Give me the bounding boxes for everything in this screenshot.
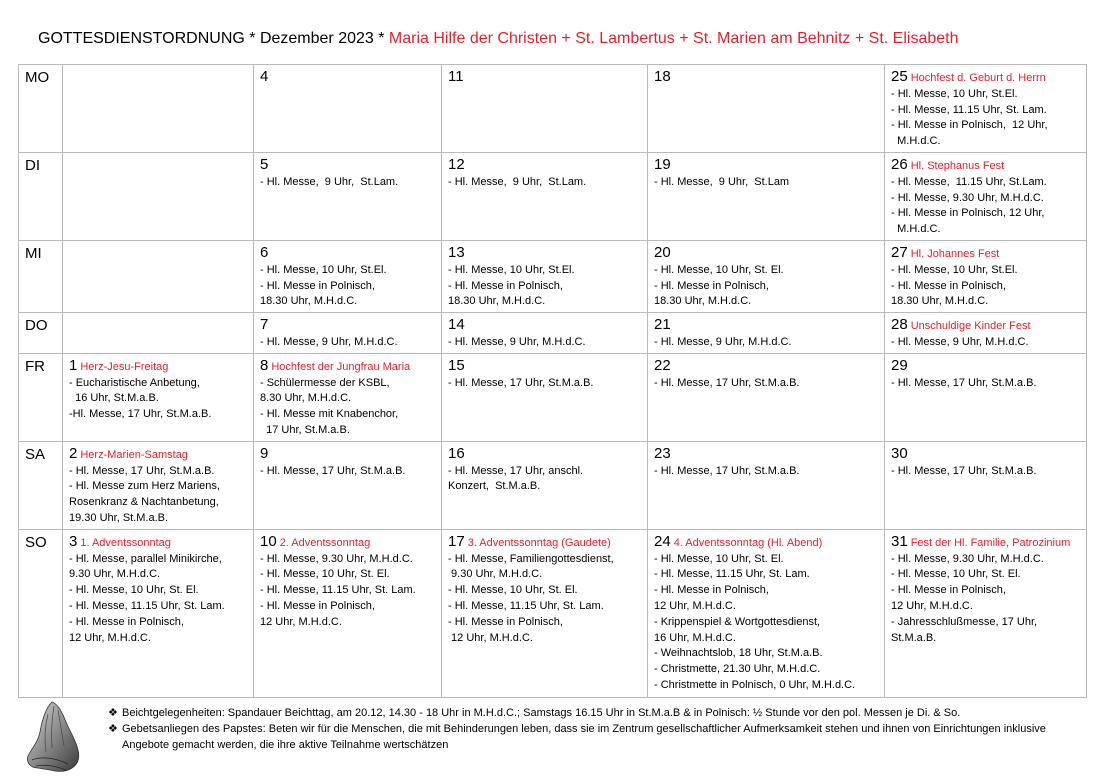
diamond-bullet-icon: ❖ [108,707,118,719]
day-cell [442,240,648,312]
mass-list [260,464,435,480]
mass-entry: - Eucharistische Anbetung, [69,376,200,389]
week-row-mi [19,240,1087,312]
feast-label: Hochfest der Jungfrau Maria [271,360,411,373]
mass-entry: - Hl. Messe, 9 Uhr, St.Lam. [448,175,587,188]
mass-entry: - Hl. Messe in Polnisch, [654,279,769,292]
mass-entry: - Hl. Messe, 11.15 Uhr, St. Lam. [891,103,1047,116]
day-number: 27 [891,243,908,261]
page-title [38,30,959,48]
mass-entry: - Hl. Messe, 17 Uhr, St.M.a.B. [69,464,215,477]
weekday-label: SO [19,529,63,697]
day-heading [654,533,878,552]
mass-entry: - Hl. Messe, 10 Uhr, St. El. [654,263,784,276]
day-cell [648,441,885,529]
day-number: 7 [260,316,269,334]
feast-label: 2. Adventssonntag [279,536,371,549]
day-cell [885,65,1087,153]
weekday-label: MI [19,240,63,312]
mass-entry: - Schülermesse der KSBL, [260,376,390,389]
mass-list [891,263,1080,310]
mass-entry: - Hl. Messe, 10 Uhr, St.El. [891,87,1018,100]
day-cell [254,240,442,312]
mass-list [448,376,641,392]
mass-list [654,552,878,694]
day-number: 1 [69,356,78,374]
week-row-do [19,313,1087,354]
mass-entry: M.H.d.C. [891,135,941,148]
day-cell [63,441,254,529]
mass-entry: - Hl. Messe, parallel Minikirche, [69,552,222,565]
day-cell [648,65,885,153]
mass-list [260,376,435,439]
feast-label: Herz-Marien-Samstag [80,448,188,461]
mass-entry: - Hl. Messe, 17 Uhr, St.M.a.B. [448,376,594,389]
mass-list [260,175,435,191]
mass-entry: - Hl. Messe, 9 Uhr, M.H.d.C. [260,335,398,348]
day-number: 9 [260,444,269,462]
mass-entry: - Hl. Messe, 10 Uhr, St. El. [654,552,784,565]
week-row-di [19,152,1087,240]
mass-entry: - Hl. Messe, 9 Uhr, St.Lam. [260,175,399,188]
weekday-label: SA [19,441,63,529]
day-heading [69,244,247,260]
day-cell [442,529,648,697]
mass-list [448,552,641,647]
day-cell [885,353,1087,441]
mass-entry: - Hl. Messe, 17 Uhr, St.M.a.B. [260,464,406,477]
day-number: 14 [448,316,465,334]
mass-entry: - Hl. Messe, 10 Uhr, St.El. [260,263,387,276]
mass-list [891,464,1080,480]
mass-entry: - Hl. Messe, 9.30 Uhr, M.H.d.C. [891,191,1044,204]
mass-list [260,335,435,351]
day-number: 24 [654,532,671,550]
day-number: 3 [69,532,78,550]
day-number: 15 [448,356,465,374]
mass-list [69,464,247,527]
day-number: 19 [654,155,671,173]
mass-entry: - Hl. Messe, 17 Uhr, St.M.a.B. [654,376,800,389]
day-number: 30 [891,444,908,462]
weekday-label: MO [19,65,63,153]
day-heading [891,156,1080,175]
mass-entry: 12 Uhr, M.H.d.C. [654,599,736,612]
week-row-sa [19,441,1087,529]
day-heading [260,533,435,552]
day-heading [69,68,247,84]
day-heading [654,445,878,464]
mass-entry: - Hl. Messe, 17 Uhr, St.M.a.B. [891,376,1037,389]
mass-entry: - Hl. Messe, 9 Uhr, M.H.d.C. [654,335,792,348]
day-number: 2 [69,444,78,462]
confession-text: Beichtgelegenheiten: Spandauer Beichttag, am 20.12, 14.30 - 18 Uhr in M.H.d.C.; Samstags 16.15 Uhr in St.M.a.B & in Polnisch: ½ Stunde vor den pol. Messen je Di. & So. [122,707,961,719]
mass-entry: - Christmette in Polnisch, 0 Uhr, M.H.d.C. [654,678,856,691]
day-cell [648,152,885,240]
day-cell [63,529,254,697]
mass-entry: - Hl. Messe in Polnisch, [69,615,184,628]
mass-entry: - Jahresschlußmesse, 17 Uhr, [891,615,1038,628]
calendar-table [18,64,1087,698]
mass-list [448,464,641,496]
mass-entry: 12 Uhr, M.H.d.C. [448,631,533,644]
day-cell [885,313,1087,354]
day-cell [254,65,442,153]
mass-entry: 18.30 Uhr, M.H.d.C. [654,295,752,308]
mass-entry: - Hl. Messe in Polnisch, [260,279,375,292]
day-number: 18 [654,68,671,85]
day-number: 4 [260,68,269,85]
mass-entry: - Hl. Messe, 11.15 Uhr, St. Lam. [448,599,604,612]
mass-entry: - Hl. Messe in Polnisch, [260,599,375,612]
title-main: GOTTESDIENSTORDNUNG * Dezember 2023 * [38,30,389,47]
day-heading [891,445,1080,464]
day-heading [654,68,878,87]
mass-entry: 17 Uhr, St.M.a.B. [260,423,350,436]
mass-entry: 18.30 Uhr, M.H.d.C. [891,295,989,308]
mass-entry: M.H.d.C. [891,223,941,236]
day-heading [69,156,247,172]
day-heading [448,533,641,552]
mass-list [654,464,878,480]
day-heading [69,357,247,376]
day-cell [254,353,442,441]
day-number: 12 [448,155,465,173]
day-heading [448,445,641,464]
day-heading [654,357,878,376]
mass-list [448,335,641,351]
prayer-intention-text: Gebetsanliegen des Papstes: Beten wir für die Menschen, die mit Behinderungen leben, dass sie im Zentrum gesellschaftlicher Aufmerksamkeit stehen und ihnen von Einrichtungen inklusive Angebote gemacht werden, die ihre aktive Teilnahme wertschätzen [122,723,1046,751]
mass-list [891,175,1080,238]
day-number: 26 [891,155,908,173]
mass-entry: 16 Uhr, St.M.a.B. [69,392,159,405]
day-number: 20 [654,243,671,261]
mass-entry: - Hl. Messe, 10 Uhr, St. El. [260,568,390,581]
mass-entry: 8.30 Uhr, M.H.d.C. [260,392,352,405]
day-heading [448,68,641,87]
day-heading [448,244,641,263]
day-number: 5 [260,155,269,173]
mass-entry: 12 Uhr, M.H.d.C. [260,615,342,628]
week-row-mo [19,65,1087,153]
mass-entry: - Hl. Messe, 11.15 Uhr, St. Lam. [654,568,810,581]
mass-entry: - Hl. Messe, 10 Uhr, St. El. [448,584,578,597]
mass-entry: - Hl. Messe, 17 Uhr, anschl. [448,464,584,477]
mass-entry: 19.30 Uhr, St.M.a.B. [69,511,169,524]
day-cell [648,313,885,354]
day-cell [648,529,885,697]
mass-entry: - Hl. Messe, 9 Uhr, St.Lam [654,175,790,188]
mass-entry: - Hl. Messe, 9.30 Uhr, M.H.d.C. [891,552,1044,565]
week-row-so [19,529,1087,697]
mass-entry: - Hl. Messe, 9 Uhr, M.H.d.C. [448,335,586,348]
mass-entry: 16 Uhr, M.H.d.C. [654,631,736,644]
weekday-label: DI [19,152,63,240]
day-heading [69,533,247,552]
day-heading [891,316,1080,335]
weekday-label: FR [19,353,63,441]
day-number: 31 [891,532,908,550]
feast-label: Hl. Johannes Fest [910,247,1000,260]
mass-list [69,552,247,647]
day-cell [442,152,648,240]
mass-entry: - Krippenspiel & Wortgottesdienst, [654,615,821,628]
day-cell [254,152,442,240]
day-cell [63,65,254,153]
day-cell [63,152,254,240]
week-row-fr [19,353,1087,441]
mass-list [654,263,878,310]
mass-entry: 9.30 Uhr, M.H.d.C. [69,568,161,581]
day-number: 25 [891,68,908,85]
day-cell [254,529,442,697]
mass-list [69,376,247,423]
mass-entry: - Hl. Messe, 10 Uhr, St.El. [448,263,575,276]
praying-hands-icon [22,698,88,774]
day-number: 10 [260,532,277,550]
mass-entry: Konzert, St.M.a.B. [448,480,541,493]
mass-entry: - Weihnachtslob, 18 Uhr, St.M.a.B. [654,647,823,660]
day-heading [891,533,1080,552]
day-number: 17 [448,532,465,550]
day-number: 23 [654,444,671,462]
day-heading [69,316,247,332]
mass-entry: 18.30 Uhr, M.H.d.C. [260,295,358,308]
weekday-label: DO [19,313,63,354]
day-heading [260,445,435,464]
mass-entry: Rosenkranz & Nachtanbetung, [69,496,219,509]
day-cell [442,313,648,354]
day-cell [442,65,648,153]
day-cell [648,240,885,312]
mass-entry: - Hl. Messe in Polnisch, [654,584,769,597]
mass-entry: 12 Uhr, M.H.d.C. [69,631,151,644]
mass-entry: 18.30 Uhr, M.H.d.C. [448,295,546,308]
feast-label: Hl. Stephanus Fest [910,159,1005,172]
mass-entry: - Hl. Messe, 10 Uhr, St. El. [69,584,199,597]
day-heading [891,68,1080,87]
mass-entry: - Hl. Messe, 17 Uhr, St.M.a.B. [654,464,800,477]
footer-item-prayer-intention [108,721,1093,753]
mass-list [891,335,1080,351]
day-number: 11 [448,68,464,85]
day-number: 6 [260,243,269,261]
day-heading [654,316,878,335]
day-heading [260,68,435,87]
day-cell [63,240,254,312]
mass-entry: - Hl. Messe in Polnisch, [448,279,563,292]
mass-entry: - Hl. Messe, 11.15 Uhr, St. Lam. [69,599,225,612]
mass-entry: - Hl. Messe in Polnisch, [448,615,563,628]
day-number: 8 [260,356,269,374]
day-cell [63,313,254,354]
day-number: 22 [654,356,671,374]
mass-entry: - Hl. Messe, 11.15 Uhr, St. Lam. [260,584,416,597]
day-number: 13 [448,243,465,261]
day-cell [63,353,254,441]
day-cell [442,353,648,441]
mass-entry: - Hl. Messe, 11.15 Uhr, St.Lam. [891,175,1047,188]
feast-label: 1. Adventssonntag [80,536,171,549]
day-cell [885,240,1087,312]
mass-entry: - Hl. Messe, 10 Uhr, St. El. [891,568,1021,581]
mass-entry: 12 Uhr, M.H.d.C. [891,599,973,612]
mass-entry: -Hl. Messe, 17 Uhr, St.M.a.B. [69,408,212,421]
mass-list [654,175,878,191]
day-heading [260,316,435,335]
mass-entry: - Hl. Messe in Polnisch, [891,584,1006,597]
day-heading [891,244,1080,263]
day-number: 29 [891,356,908,374]
mass-entry: - Hl. Messe in Polnisch, 12 Uhr, [891,119,1048,132]
footer-notes [108,705,1093,753]
mass-list [448,263,641,310]
diamond-bullet-icon: ❖ [108,723,118,735]
mass-entry: - Hl. Messe in Polnisch, 12 Uhr, [891,207,1045,220]
day-number: 28 [891,316,908,334]
day-number: 21 [654,316,671,334]
feast-label: Herz-Jesu-Freitag [80,360,169,373]
day-cell [885,152,1087,240]
day-heading [448,357,641,376]
mass-entry: - Hl. Messe, 9.30 Uhr, M.H.d.C. [260,552,413,565]
day-heading [448,316,641,335]
mass-entry: St.M.a.B. [891,631,937,644]
day-cell [254,313,442,354]
day-heading [891,357,1080,376]
mass-list [891,552,1080,647]
mass-list [260,552,435,631]
day-heading [654,244,878,263]
day-heading [448,156,641,175]
mass-list [891,87,1080,150]
feast-label: Fest der Hl. Familie, Patrozinium [910,536,1071,549]
day-cell [885,441,1087,529]
mass-entry: - Hl. Messe, 9 Uhr, M.H.d.C. [891,335,1029,348]
feast-label: 3. Adventssonntag (Gaudete) [467,536,611,549]
day-cell [648,353,885,441]
mass-list [891,376,1080,392]
mass-entry: - Hl. Messe mit Knabenchor, [260,408,399,421]
day-cell [442,441,648,529]
feast-label: Unschuldige Kinder Fest [910,320,1031,333]
mass-entry: - Hl. Messe, 17 Uhr, St.M.a.B. [891,464,1037,477]
day-heading [654,156,878,175]
day-number: 16 [448,444,465,462]
day-heading [260,244,435,263]
day-cell [885,529,1087,697]
mass-entry: - Hl. Messe zum Herz Mariens, [69,480,220,493]
feast-label: Hochfest d. Geburt d. Herrn [910,72,1046,84]
mass-list [654,335,878,351]
feast-label: 4. Adventssonntag (Hl. Abend) [673,536,823,549]
mass-entry: - Hl. Messe, 10 Uhr, St.El. [891,263,1018,276]
mass-entry: - Hl. Messe in Polnisch, [891,279,1006,292]
day-heading [260,156,435,175]
mass-entry: 9.30 Uhr, M.H.d.C. [448,568,543,581]
mass-entry: - Hl. Messe, Familiengottesdienst, [448,552,614,565]
mass-list [448,175,641,191]
mass-list [260,263,435,310]
footer-item-confession [108,705,1093,721]
title-parishes: Maria Hilfe der Christen + St. Lambertus + St. Marien am Behnitz + St. Elisabeth [388,30,959,47]
day-heading [69,445,247,464]
mass-list [654,376,878,392]
day-heading [260,357,435,376]
day-cell [254,441,442,529]
mass-entry: - Christmette, 21.30 Uhr, M.H.d.C. [654,663,821,676]
